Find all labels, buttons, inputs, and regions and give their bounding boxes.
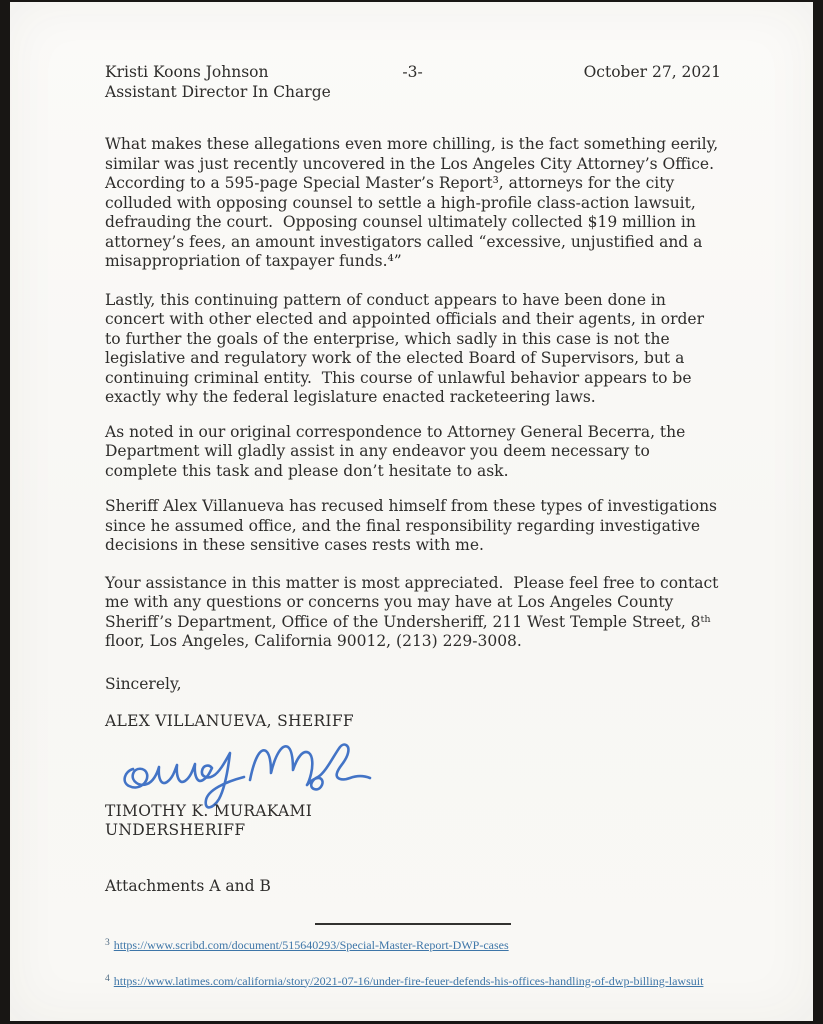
- body-paragraph-4: Sheriff Alex Villanueva has recused himself from these types of investigations since he assumed office, and the final responsibility regarding investigative decisions in these sensitive cases rests with me.: [105, 497, 722, 554]
- page-number: -3-: [402, 63, 423, 81]
- footnote-3: [105, 934, 721, 956]
- sheriff-name: ALEX VILLANUEVA, SHERIFF: [105, 712, 354, 730]
- document-page: [10, 2, 813, 1021]
- body-paragraph-2: Lastly, this continuing pattern of conduct appears to have been done in concert with other elected and appointed officials and their agents, in order to further the goals of the enterprise, which sadly in this case is not the legislative and regulatory work of the elected Board of Supervisors, but a continuing criminal entity. This course of unlawful behavior appears to be exactly why the federal legislature enacted racketeering laws.: [105, 290, 709, 406]
- footnote-marker-3: 3: [105, 938, 110, 948]
- signer-title: UNDERSHERIFF: [105, 821, 246, 839]
- letter-date: October 27, 2021: [583, 63, 721, 81]
- signer-name: TIMOTHY K. MURAKAMI: [105, 801, 313, 820]
- footnotes: [105, 934, 721, 991]
- body-paragraph-3: As noted in our original correspondence to Attorney General Becerra, the Department will gladly assist in any endeavor you deem necessary to complete this task and please don’t hesitate to ask.: [105, 422, 691, 480]
- letter-header: [105, 62, 721, 102]
- footnote-marker-4: 4: [105, 973, 110, 984]
- attachments-note: Attachments A and B: [105, 876, 271, 895]
- body-paragraph-1: What makes these allegations even more chilling, is the fact something eerily, similar was just recently uncovered in the Los Angeles City Attorney’s Office. According to a 595-page Special Master’s Report³, attorneys for the city colluded with opposing counsel to settle a high-profile class-action lawsuit, defrauding the court. Opposing counsel ultimately collected $19 million in attorney’s fees, an amount investigators called “excessive, unjustified and a misappropriation of taxpayer funds.⁴”: [105, 135, 724, 270]
- recipient-name: Kristi Koons Johnson: [105, 63, 269, 81]
- footnote-divider: [315, 923, 511, 925]
- footnote-4: [105, 970, 721, 992]
- valediction: Sincerely,: [105, 674, 182, 693]
- recipient-title: Assistant Director In Charge: [105, 83, 331, 101]
- footnote-link-scribd[interactable]: https://www.scribd.com/document/515640293/Special-Master-Report-DWP-cases: [113, 938, 509, 952]
- letter-content: [10, 2, 813, 991]
- signature-block: [113, 738, 721, 802]
- body-paragraph-5: Your assistance in this matter is most appreciated. Please feel free to contact me with any questions or concerns you may have at Los Angeles County Sheriff’s Department, Office of the Undersheriff, 211 West Temple Street, 8ᵗʰ floor, Los Angeles, California 90012, (213) 229-3008.: [105, 573, 724, 650]
- signature-stroke-last-name: [250, 744, 370, 789]
- footnote-link-latimes[interactable]: https://www.latimes.com/california/story/2021-07-16/under-fire-feuer-defends-his-offices-handling-of-dwp-billing-lawsuit: [113, 973, 704, 988]
- signature-stroke-first-word: [125, 753, 244, 807]
